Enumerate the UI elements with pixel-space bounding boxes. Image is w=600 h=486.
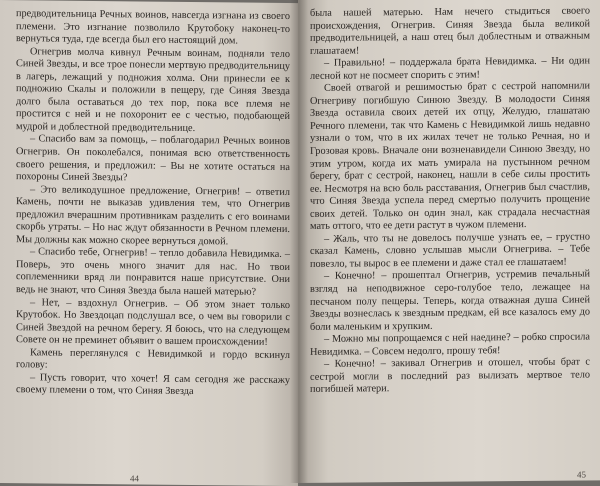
left-paragraph-8: – Пусть говорит, что хочет! Я сам сегодня же расскажу своему племени о том, что Синяя Звезда <box>16 372 290 398</box>
right-paragraph-3: Своей отвагой и решимостью брат с сестрой напомнили Огнегриву погибшую Синюю Звезду. В молодости Синяя Звезда оставила своих детей их отцу, Желудю, глашатаю Речного племени, так что Камень с Невидимкой лишь недавно узнали о том, что в их жилах течет не только Речная, но и Грозовая кровь. Вначале они возненавидели Синюю Звезду, но этим утром, когда их мать умирала на пустынном речном берегу, брат с сестрой, наконец, нашли в себе силы простить ее. Несмотря на всю боль расставания, Огнегрив был счастлив, что Синяя Звезда успела перед смертью получить прощение своих детей. Только он один знал, как страдала несчастная мать оттого, что ее дети растут в чужом племени. <box>310 80 590 233</box>
right-page-number: 45 <box>577 469 586 480</box>
right-paragraph-4: – Жаль, что ты не довелось получше узнать ее, – грустно сказал Камень, словно услышав мысли Огнегрива. – Тебе повезло, ты вырос в ее племени и даже стал ее глашатаем! <box>310 231 590 270</box>
left-paragraph-7: Камень переглянулся с Невидимкой и гордо вскинул голову: <box>16 347 290 371</box>
book-gutter <box>290 0 308 483</box>
right-page <box>298 0 600 483</box>
left-paragraph-4: – Это великодушное предложение, Огнегрив! – ответил Камень, почти не выказав удивления тем, что Огнегрив предложил вчерашним противникам разделить с его воинами скорбь утраты. – Но нас ждут обязанности в Речном племени. Мы должны как можно скорее вернуться домой. <box>16 183 290 248</box>
left-paragraph-3: – Спасибо вам за помощь, – поблагодарил Речных воинов Огнегрив. Он поколебался, понимая всю ответственность своего решения, и предложил: – Вы не хотите остаться на похороны Синей Звезды? <box>16 133 290 184</box>
left-page <box>0 0 298 486</box>
left-paragraph-2: Огнегрив молча кивнул Речным воинам, подняли тело Синей Звезды, и все трое понесли мертвую предводительницу в лагерь, лежащий у подножия холма. Они принесли ее к подножию Скалы и положили в пещеру, где Синяя Звезда долго была оставаться до тех пор, пока все племя не простится с ней и не похоронит ее с честью, подобающей мудрой и доблестной предводительнице. <box>16 45 290 134</box>
left-paragraph-5: – Спасибо тебе, Огнегрив! – тепло добавила Невидимка. – Поверь, это очень много значит для нас. Но твои соплеменники вряд ли понравится наше присутствие. Они ведь не знают, что Синяя Звезда была нашей матерью? <box>16 246 290 298</box>
right-paragraph-1: была нашей матерью. Нам нечего стыдиться своего происхождения, Огнегрив. Синяя Звезда была великой предводительницей, а наш отец был доблестным и отважным глашатаем! <box>310 5 590 57</box>
right-paragraph-6: – Можно мы попрощаемся с ней наедине? – робко спросила Невидимка. – Совсем недолго, прошу тебя! <box>310 331 590 358</box>
left-paragraph-1: предводительница Речных воинов, навсегда изгнана из своего племени. Это изгнание позволило Крутобоку наконец-то вернуться туда, где всегда был его настоящий дом. <box>16 8 290 47</box>
right-paragraph-5: – Конечно! – прошептал Огнегрив, устремив печальный взгляд на неподвижное серо-голубое тело, лежащее на песчаном полу пещеры. Теперь, когда отважная душа Синей Звезды вознеслась к звездным предкам, ей все казалось ему до боли маленьким и хрупким. <box>310 268 590 333</box>
right-paragraph-7: – Конечно! – закивал Огнегрив и отошел, чтобы брат с сестрой могли в последний раз вылизать мертвое тело погибшей матери. <box>310 356 590 396</box>
left-page-number: 44 <box>130 473 139 484</box>
right-paragraph-2: – Правильно! – поддержала брата Невидимка. – Ни один лесной кот не посмеет спорить с этим! <box>310 55 590 82</box>
left-paragraph-6: – Нет, – вздохнул Огнегрив. – Об этом знает только Крутобок. Но Звездоцап подслушал все, о чем вы говорили с Синей Звездой на речном берегу. Я боюсь, что на следующем Совете он не преминет объявит о вашем происхождении! <box>16 296 290 349</box>
